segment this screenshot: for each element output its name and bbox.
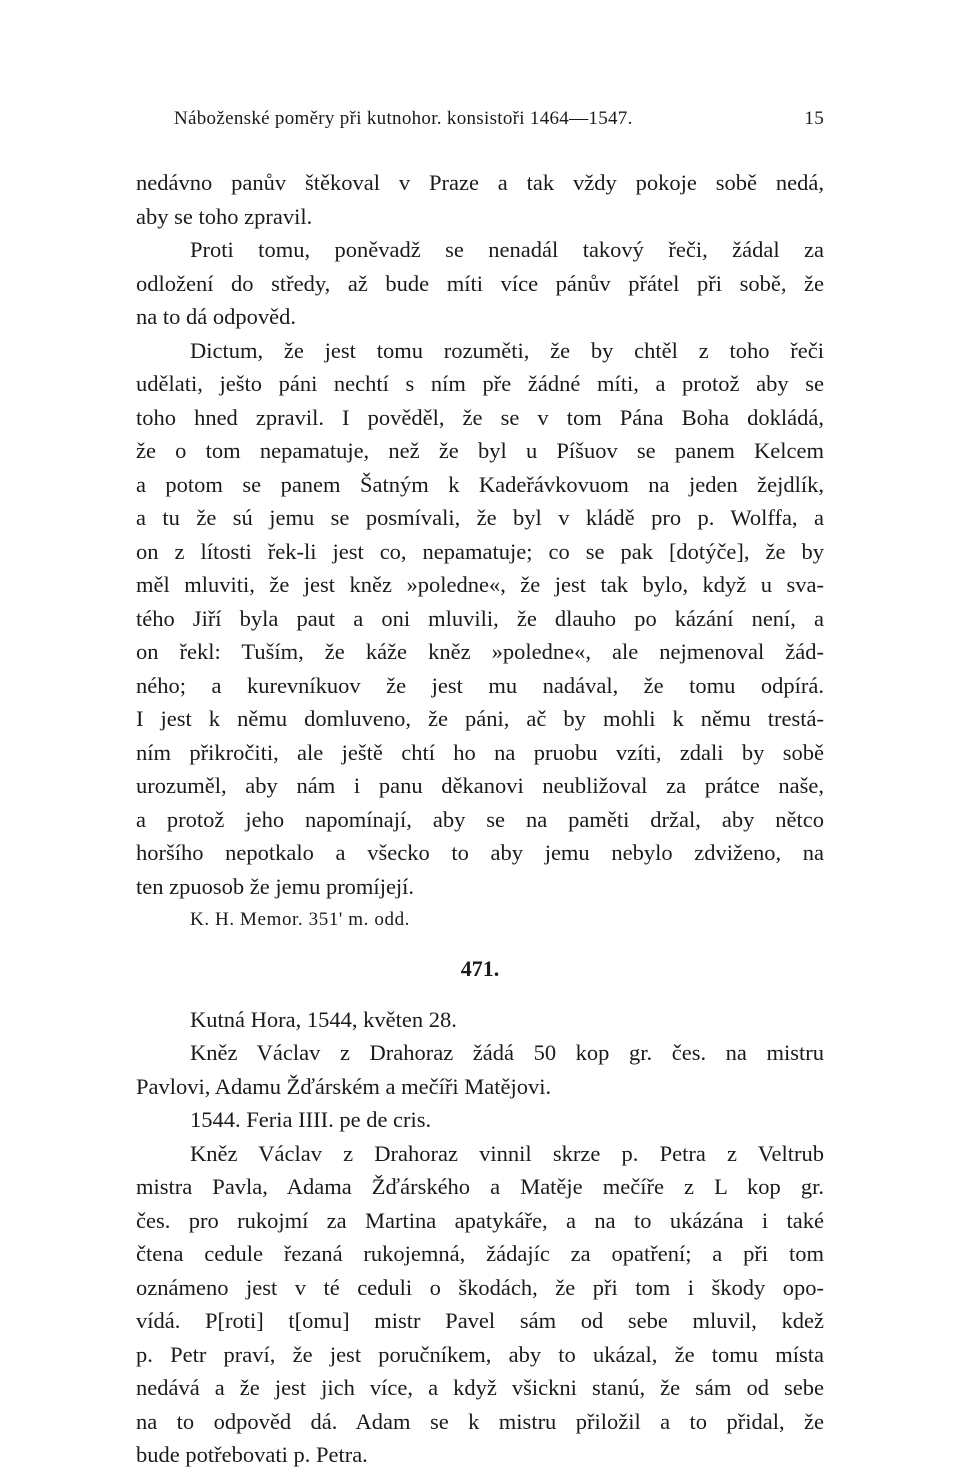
text-line: odložení do středy, až bude míti více pánův přátel při sobě, že [136,270,824,296]
text-line: ného; a kurevníkuov že jest mu nadával, že tomu odpírá. [136,672,824,698]
document-dating: 1544. Feria IIII. pe de cris. [190,1107,432,1132]
text-line: měl mluviti, že jest kněz »poledne«, že jest tak bylo, když u sva- [136,572,824,597]
text-line: vídá. P[roti] t[omu] mistr Pavel sám od sebe mluvil, kdež [136,1308,824,1333]
body-text [136,166,824,1472]
text-line: Proti tomu, poněvadž se nenadál takový řeči, žádal za [190,237,824,262]
text-line: ten zpuosob že jemu promíjejí. [136,873,415,899]
text-line: Kněz Václav z Drahoraz vinnil skrze p. Petra z Veltrub [190,1140,824,1166]
text-line: na to dá odpověd. [136,304,296,329]
text-line: mistra Pavla, Adama Žďárského a Matěje mečíře z L kop gr. [136,1174,824,1199]
page-number: 15 [804,108,824,129]
text-line: on řekl: Tuším, že káže kněz »poledne«, ale nejmenoval žád- [136,639,824,664]
text-line: oznámeno jest v té ceduli o škodách, že při tom i škody opo- [136,1274,824,1300]
document-place-date: Kutná Hora, 1544, květen 28. [190,1006,457,1032]
text-line: ním přikročiti, ale ještě chtí ho na pruobu vzíti, zdali by sobě [136,739,824,765]
text-line: nedávno panův štěkoval v Praze a tak vždy pokoje sobě nedá, [136,170,824,195]
text-line: čes. pro rukojmí za Martina apatykáře, a na to ukázána i také [136,1207,824,1233]
text-line: urozuměl, aby nám i panu děkanovi neubližoval za prátce naše, [136,773,824,798]
text-line: I jest k němu domluveno, že páni, ač by mohli k němu trestá- [136,706,824,731]
text-line: a potom se panem Šatným k Kadeřávkovuom na jeden žejdlík, [136,471,824,497]
document-number: 471. [460,955,500,981]
text-line: toho hned zpravil. I pověděl, že se v tom Pána Boha dokládá, [136,404,824,430]
text-line: on z lítosti řek-li jest co, nepamatuje; co se pak [dotýče], že by [136,538,824,564]
text-line: bude potřebovati p. Petra. [136,1442,368,1467]
text-line: že o tom nepamatuje, než že byl u Píšuov se panem Kelcem [136,438,824,463]
text-line: a tu že sú jemu se posmívali, že byl v kládě pro p. Wolffa, a [136,505,824,530]
text-line: a protož jeho napomínají, aby se na paměti držal, aby nětco [136,806,824,832]
text-line: čtena cedule řezaná rukojemná, žádajíc za opatření; a při tom [136,1241,824,1266]
text-line: tého Jiří byla paut a oni mluvili, že dlauho po kázání není, a [136,605,824,631]
text-line: aby se toho zpravil. [136,203,313,229]
document-summary-line: Pavlovi, Adamu Žďárském a mečíři Matějovi. [136,1073,552,1099]
text-line: p. Petr praví, že jest poručníkem, aby to ukázal, že tomu místa [136,1341,824,1367]
text-line: horšího nepotkalo a všecko to aby jemu nebylo zdviženo, na [136,840,824,865]
text-line: Dictum, že jest tomu rozuměti, že by chtěl z toho řeči [190,337,824,363]
text-line: udělati, ješto páni nechtí s ním pře žádné míti, a protož aby se [136,371,824,396]
document-summary-line: Kněz Václav z Drahoraz žádá 50 kop gr. čes. na mistru [190,1040,824,1065]
text-line: nedává a že jest jich více, a když všickni stanú, že sám od sebe [136,1375,824,1400]
running-title: Náboženské poměry při kutnohor. konsistoři 1464—1547. [174,108,633,129]
source-citation: K. H. Memor. 351' m. odd. [190,909,411,930]
text-line: na to odpověd dá. Adam se k mistru přiložil a to přidal, že [136,1408,824,1434]
